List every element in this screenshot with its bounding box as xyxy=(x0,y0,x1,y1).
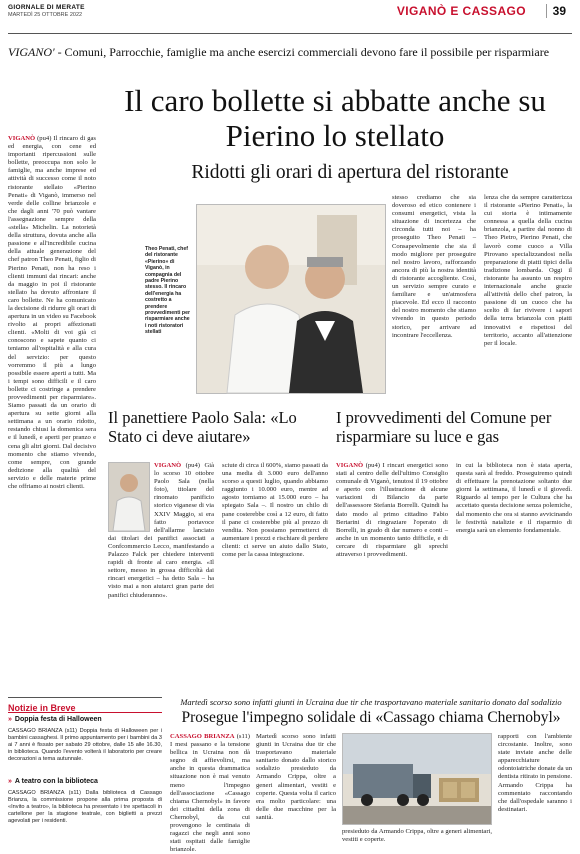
article-column-1 xyxy=(8,135,96,695)
brief-title-text: A teatro con la biblioteca xyxy=(14,778,98,785)
publication-name: GIORNALE DI MERATE xyxy=(8,4,85,11)
masthead xyxy=(8,3,572,34)
comune-column-2: in cui la biblioteca non è stata aperta, questa sarà al freddo. Proseguiremo quindi di effettuare la prenotazione soltanto due giorni la settimana, il lunedì e il giovedì. Riguardo al tempo per le Cultura che ha accettato questa decisione senza polemiche, dal momento che ora si stanno avvicinando le festività natalizie e il risparmio di energia sarà un elemento fondamentale. xyxy=(456,462,572,534)
chef-photo-illustration xyxy=(197,205,385,393)
chernobyl-column-2: Martedì scorso sono infatti giunti in Ucraina due tir che trasportavano materiale sanitario donato dallo storico sodalizio presieduto da Armando Crippa, oltre a generi alimentari, vestiti e coperte. Questa volta il carico era molto particolare: una delle due macchine per la sanità. xyxy=(256,733,336,821)
main-subheadline: Ridotti gli orari di apertura del ristorante xyxy=(191,162,509,183)
chef-photo xyxy=(196,204,386,394)
trucks-photo xyxy=(342,733,492,825)
publication-date: MARTEDÌ 25 OTTOBRE 2022 xyxy=(8,12,83,18)
chernobyl-kicker: Martedì scorso sono infatti giunti in Ucraina due tir che trasportavano materiale sanitario donato dal sodalizio xyxy=(180,697,562,707)
article-text: (pu4) I rincari energetici sono stati al centro delle dell'ultimo Consiglio comunale di Viganò, tenutosi il 19 ottobre e aperto con l'illustrazione di alcune variazioni di Bilancio da parte dell'assessore Stefania Borrelli. Quindi ha dato modo al primo cittadino Fabio Bertarini di ringraziare l'operato di Borrelli, in grado di dar numero e conti – anche in un momento tanto difficile, e di cercare di risparmiare gli sprechi attraverso i provvedimenti. xyxy=(336,462,448,559)
chevron-right-icon: » xyxy=(8,716,12,723)
baker-photo-illustration xyxy=(109,463,149,531)
bakery-column-2: sciute di circa il 600%, siamo passati da una media di 3.000 euro dell'anno scorso a questi luglio, quando abbiamo raggiunto i 10.000 euro, mentre ad agosto torniamo ai 15.000 euro – ha spiegato Sala –. Il nostro un chilo di pane costerebbe così a 12 euro, di fatto il pane ci costerebbe più al prezzo di vendita. Non possiamo permetterci di aumentare i prezzi e rischiare di perdere clienti: ci serve un aiuto dallo Stato, come per la cassa integrazione. xyxy=(222,462,328,559)
photo-caption: Theo Penati, chef del ristorante «Pierino» di Viganò, in compagnia del padre Pierino stesso. Il rincaro dell'energia ha costretto a prendere provvedimenti per risparmiare anche i noti ristoratori stellati xyxy=(145,246,190,336)
kicker-place: VIGANO' xyxy=(8,45,55,59)
dateline: VIGANÒ xyxy=(336,462,364,469)
baker-photo xyxy=(108,462,150,532)
dateline: VIGANÒ xyxy=(154,462,182,469)
brief-text-2: CASSAGO BRIANZA (s11) Dalla biblioteca di Cassago Brianza, la commissione propone alla prima proposta di «Invito a teatro», la biblioteca ha presentato i tre spettacoli in cartellone per la stagione teatrale, con biglietti a prezzi agevolati per i residenti. xyxy=(8,790,162,824)
page-number: 39 xyxy=(546,4,566,18)
chernobyl-column-3: presieduto da Armando Crippa, oltre a generi alimentari, vestiti e coperte. xyxy=(342,828,492,844)
brief-title-text: Doppia festa di Halloween xyxy=(14,716,102,723)
dateline: VIGANÒ xyxy=(8,135,36,142)
chevron-right-icon: » xyxy=(8,778,12,785)
comune-headline: I provvedimenti del Comune per risparmiare su luce e gas xyxy=(336,408,552,446)
story-kicker xyxy=(8,45,572,60)
chernobyl-column-1 xyxy=(170,733,250,854)
bakery-column-1 xyxy=(108,462,214,632)
dateline: CASSAGO BRIANZA xyxy=(170,733,235,740)
brief-title-2 xyxy=(8,778,162,785)
section-name: VIGANÒ E CASSAGO xyxy=(396,4,526,18)
article-text: (pu4) Il rincaro di gas ed energia, con cene ed importanti ripercussioni sulle bollette, preoccupa non solo le famiglie, ma anche imprese ed attività di successo come il noto ristorante stellato «Pierino Penati» di Viganò, immerso nel verde delle colline brianzole e che dagli anni '70 può vantare l'assegnazione sempre della «stella» Michelin. La notorietà della struttura, dovuta anche alla passione e all'incredibile cucina della attuale generazione del chef patron Theo Penati, figlio di Pierino Penati, non ha reso i clienti immuni dai rincari: anche da maggio in poi il ristorante stellato ha dovuto affrontare il caro bollette. Ne ha comunicato la decisione di ridurre gli orari di apertura in un video su Facebook rivolto ai propri affezionati clienti. «Molti di voi già ci conoscono e sapete quanto ci teniamo all'ospitalità e alla cura del servizio: per questo vorremmo il più a lungo possibile essere aperti a tutti. Ma i tempi sono difficili e il caro bollette ci costringe a prendere provvedimenti per risparmiare». Siamo passati da un orario di apertura su sette giorni alla settimana a un orario ridotto, restando chiusi la domenica sera e il lunedì, e aperti per pranzo e cena gli altri giorni. Dal decisivo momento che stiamo vivendo, come sempre, con grande dedizione alla qualità del servizio e delle materie prime che offriamo ai nostri clienti. xyxy=(8,135,96,491)
briefs-heading xyxy=(8,697,162,713)
briefs-heading-label: Notizie in Breve xyxy=(8,703,76,713)
chernobyl-headline: Prosegue l'impegno solidale di «Cassago chiama Chernobyl» xyxy=(181,709,561,726)
article-text: (s11) I mesi passano e la tensione bellica in Ucraina non dà segno di affievolirsi, ma anche in questa drammatica situazione non è mai venuto meno l'impegno dell'associazione «Cassago chiama Chernobyl» in favore dei cittadini della zona di Chernobyl, da cui provengono le centinaia di ragazzi che negli anni sono stati ospitati dalle famiglie brianzole. xyxy=(170,733,250,854)
trucks-photo-illustration xyxy=(343,734,491,824)
article-text: (pu4) Già lo scorso 10 ottobre Paolo Sala (nella foto), titolare del rinomato panificio storico viganese di via XXIV Maggio, si era fatto portavoce dell'allarme lanciato dai titolari dei panifici associati a Confcommercio Lecco, manifestando a Palazzo Falck per chiedere interventi rapidi di fronte al caro energia. «Il settore, messo in grossa difficoltà dai rincari energetici – ha detto Sala – ha visto mai a non aiutarci gran parte dei panifici chiuderanno». xyxy=(108,462,214,599)
brief-text-1: CASSAGO BRIANZA (s11) Doppia festa di Halloween per i bambini cassaghesi. Il primo appuntamento per i bambini da 3 ai 7 anni è fissato per sabato 29 ottobre, dalle 15 alle 16.30, in biblioteca. Quando l'evento volterà il laboratorio per creare decorazioni a tema autunnale. xyxy=(8,728,162,762)
bakery-headline: Il panettiere Paolo Sala: «Lo Stato ci deve aiutare» xyxy=(108,408,297,446)
kicker-text: - Comuni, Parrocchie, famiglie ma anche esercizi commerciali devono fare il possibile per risparmiare xyxy=(54,45,550,59)
comune-column-1 xyxy=(336,462,448,632)
article-column-3: stesso crediamo che sia doveroso ed etico contenere i consumi energetici, vista la situazione di incertezza che circonda tutti noi – ha proseguito Theo Penati – Consapevolmente che sia il modo migliore per proseguire nel nostro lavoro, rafforzando ancora di più la nostra identità di ristorante accogliente. Così, un servizio sempre curato e familiare e un'atmosfera piacevole. Ed ecco il racconto del nostro momento che stiamo vivendo in questo periodo storico, per arrivare ad incontrare l'eccellenza. xyxy=(392,194,476,339)
brief-title-1 xyxy=(8,716,162,723)
article-column-4: lenza che da sempre caratterizza il ristorante «Pierino Penati», la cui storia è intimamente connessa a quella della cucina brianzola, a partire dal nonno di Theo Pietro, Pierino Penati, che lavorò come cuoco a Villa Pirovano specializzandosi nella preparazione di piatti tipici della tradizione lombarda. Oggi il ristorante ha assunto un respiro internazionale anche grazie all'attività dello chef patron, la passione di un cuoco che ha scelto di far rivivere i sapori della terra brianzola con piatti innovativi e rispettosi del territorio, accanto all'attenzione per il locale. xyxy=(484,194,572,347)
main-headline: Il caro bollette si abbatte anche su Pierino lo stellato xyxy=(124,83,546,153)
chernobyl-column-4: rapporti con l'ambiente circostante. Inoltre, sono state inviate anche delle apparecchiature odontoiatriche donate da un dentista ritirato in pensione. Armando Crippa ha commentato raccontando che dall'ospedale saranno i destinatari. xyxy=(498,733,572,813)
